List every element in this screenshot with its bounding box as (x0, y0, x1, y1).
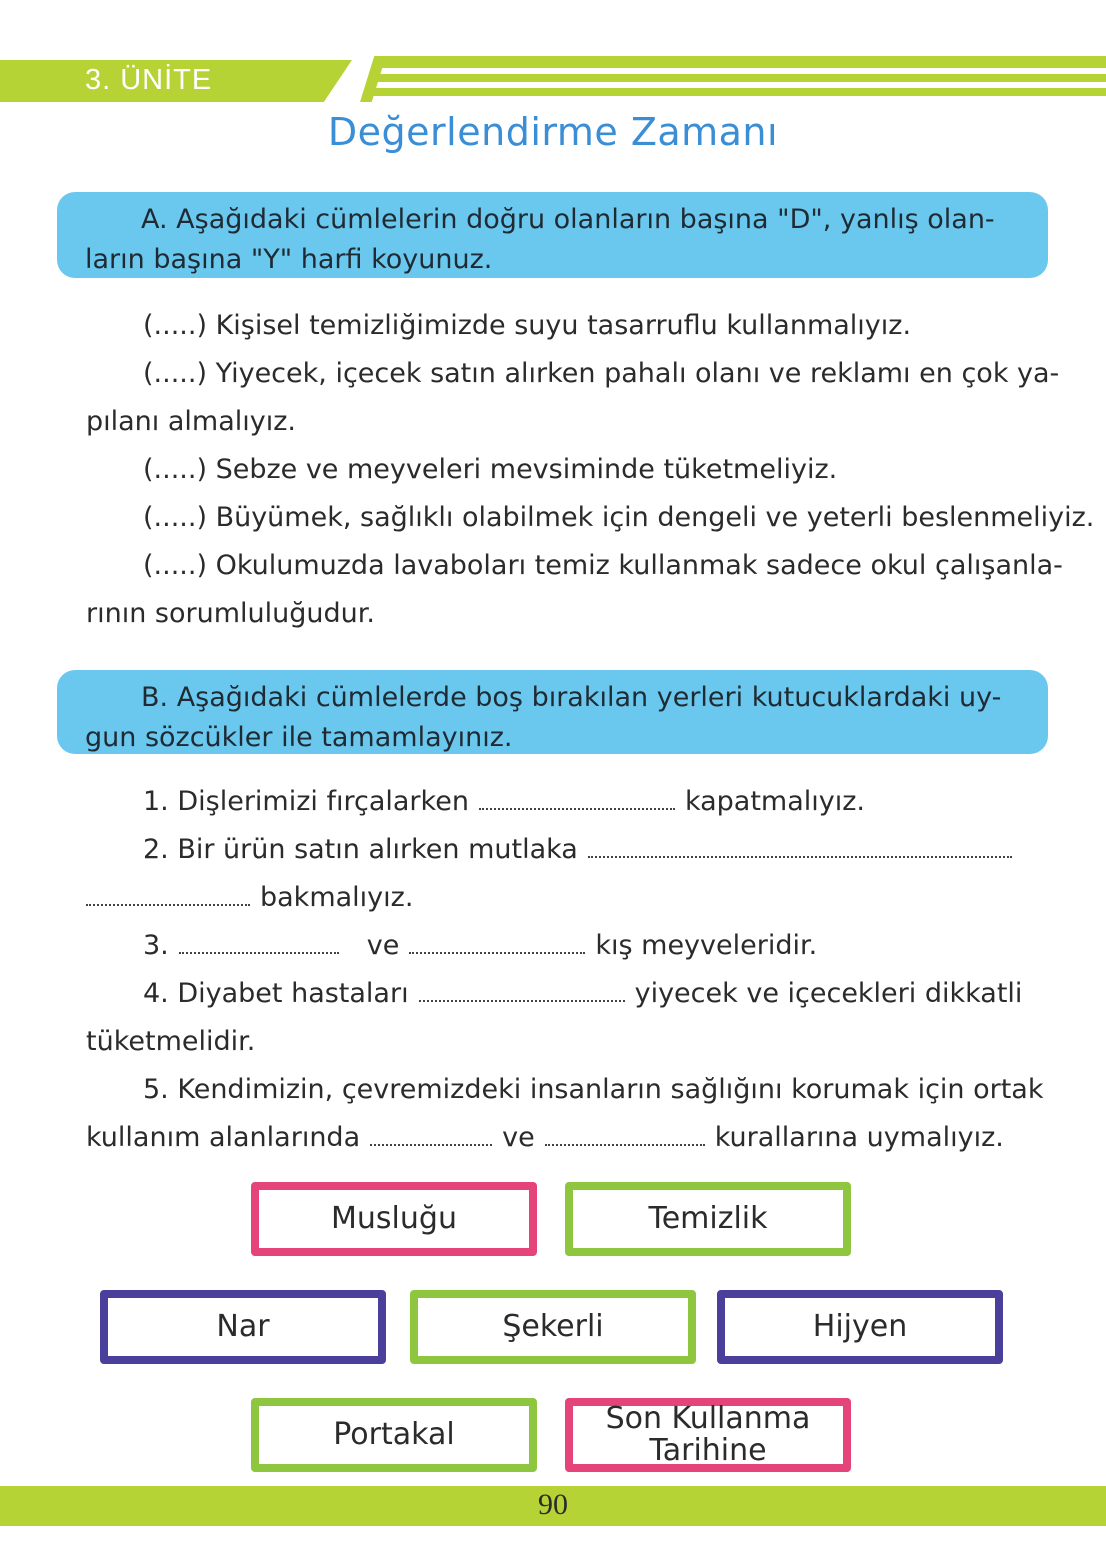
true-false-item-5[interactable]: (.....) Okulumuzda lavaboları temiz kullanmak sadece okul çalışanla- (143, 550, 1063, 581)
question-text: kurallarına uymalıyız. (714, 1122, 1004, 1153)
word-box-nar[interactable] (100, 1290, 386, 1364)
question-text: kapatmalıyız. (684, 786, 865, 817)
fill-question-5-cont (86, 1122, 1020, 1153)
header-decor-line (368, 88, 1106, 96)
true-false-item-2-cont: pılanı almalıyız. (86, 406, 297, 437)
question-text: yiyecek ve içecekleri dikkatli (634, 978, 1023, 1009)
question-text: 3. (143, 930, 169, 961)
question-text: kullanım alanlarında (86, 1122, 361, 1153)
fill-question-1 (86, 786, 1077, 817)
page-number: 90 (538, 1488, 568, 1521)
true-false-item-4[interactable]: (.....) Büyümek, sağlıklı olabilmek için dengeli ve yeterli beslenmeliyiz. (143, 502, 1095, 533)
question-text: 2. Bir ürün satın alırken mutlaka (143, 834, 578, 865)
question-text: bakmalıyız. (260, 882, 414, 913)
word-box-musluk[interactable] (251, 1182, 537, 1256)
unit-label: 3. ÜNİTE (85, 64, 213, 96)
word-label: Portakal (333, 1417, 455, 1452)
answer-blank[interactable] (179, 934, 339, 954)
answer-blank[interactable] (409, 934, 585, 954)
word-label: Şekerli (502, 1309, 604, 1344)
question-text: 4. Diyabet hastaları (143, 978, 409, 1009)
header-decor-line (375, 56, 1106, 68)
section-a-instruction-line: A. Aşağıdaki cümlelerin doğru olanların başına "D", yanlış olan- (141, 204, 995, 235)
answer-blank[interactable] (545, 1126, 705, 1146)
fill-question-5: 5. Kendimizin, çevremizdeki insanların sağlığını korumak için ortak (143, 1074, 1044, 1105)
word-label: Hijyen (812, 1309, 908, 1344)
section-a-instruction-line: ların başına "Y" harfi koyunuz. (85, 244, 493, 275)
true-false-item-2[interactable]: (.....) Yiyecek, içecek satın alırken pahalı olanı ve reklamı en çok ya- (143, 358, 1060, 389)
section-b-instruction-line: gun sözcükler ile tamamlayınız. (85, 722, 513, 753)
section-b-instruction (57, 670, 1048, 754)
fill-question-2 (86, 834, 1077, 865)
answer-blank[interactable] (86, 886, 250, 906)
word-label: Nar (216, 1309, 270, 1344)
word-label: Tarihine (649, 1433, 767, 1468)
word-label: Son Kullanma (605, 1401, 811, 1436)
true-false-item-3[interactable]: (.....) Sebze ve meyveleri mevsiminde tüketmeliyiz. (143, 454, 838, 485)
word-box-temizlik[interactable] (565, 1182, 851, 1256)
question-text: ve (502, 1122, 535, 1153)
fill-question-4 (86, 978, 1077, 1009)
fill-question-3 (86, 930, 1077, 961)
word-box-portakal[interactable] (251, 1398, 537, 1472)
fill-question-4-cont: tüketmelidir. (86, 1026, 256, 1057)
answer-blank[interactable] (588, 838, 1012, 858)
answer-blank[interactable] (479, 790, 675, 810)
word-label: Temizlik (648, 1201, 768, 1236)
word-box-sekerli[interactable] (410, 1290, 696, 1364)
true-false-item-5-cont: rının sorumluluğudur. (86, 598, 375, 629)
question-text: ve (366, 930, 400, 961)
header-decor-line (372, 74, 1106, 82)
fill-question-2-cont (86, 882, 1020, 913)
question-text: kış meyveleridir. (595, 930, 818, 961)
page-title: Değerlendirme Zamanı (327, 110, 779, 154)
word-box-son-kullanma-tarihine[interactable] (565, 1398, 851, 1472)
section-a-instruction (57, 192, 1048, 278)
answer-blank[interactable] (419, 982, 625, 1002)
question-text: 1. Dişlerimizi fırçalarken (143, 786, 469, 817)
word-box-hijyen[interactable] (717, 1290, 1003, 1364)
section-b-instruction-line: B. Aşağıdaki cümlelerde boş bırakılan yerleri kutucuklardaki uy- (141, 682, 1002, 713)
word-label: Musluğu (331, 1201, 457, 1236)
answer-blank[interactable] (370, 1126, 492, 1146)
true-false-item-1[interactable]: (.....) Kişisel temizliğimizde suyu tasarruflu kullanmalıyız. (143, 310, 912, 341)
